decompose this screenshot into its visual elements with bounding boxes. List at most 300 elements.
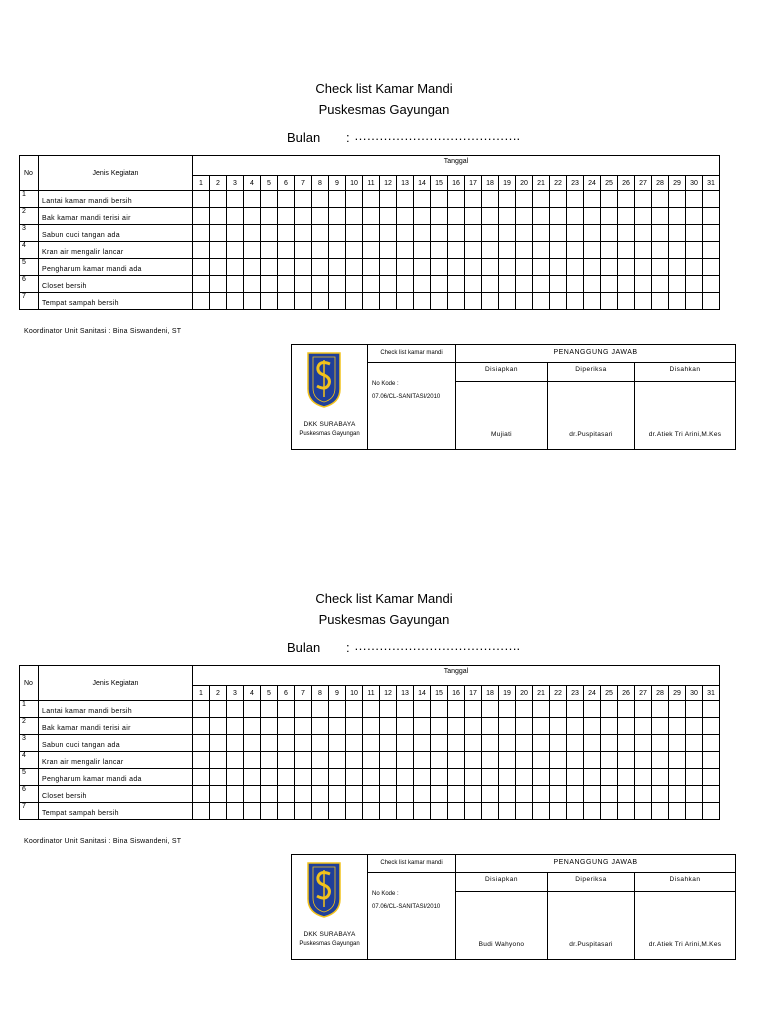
check-cell[interactable] [618,786,635,803]
check-cell[interactable] [686,735,703,752]
check-cell[interactable] [431,752,448,769]
check-cell[interactable] [261,208,278,225]
check-cell[interactable] [550,293,567,310]
check-cell[interactable] [567,718,584,735]
check-cell[interactable] [652,769,669,786]
check-cell[interactable] [261,735,278,752]
check-cell[interactable] [482,293,499,310]
check-cell[interactable] [397,208,414,225]
check-cell[interactable] [567,803,584,820]
check-cell[interactable] [482,225,499,242]
check-cell[interactable] [329,786,346,803]
check-cell[interactable] [431,293,448,310]
check-cell[interactable] [380,191,397,208]
check-cell[interactable] [193,786,210,803]
check-cell[interactable] [703,803,720,820]
check-cell[interactable] [686,701,703,718]
check-cell[interactable] [703,769,720,786]
check-cell[interactable] [584,191,601,208]
check-cell[interactable] [312,735,329,752]
check-cell[interactable] [295,769,312,786]
check-cell[interactable] [210,191,227,208]
check-cell[interactable] [448,276,465,293]
check-cell[interactable] [448,718,465,735]
check-cell[interactable] [227,752,244,769]
check-cell[interactable] [601,752,618,769]
check-cell[interactable] [363,803,380,820]
check-cell[interactable] [618,752,635,769]
check-cell[interactable] [397,752,414,769]
check-cell[interactable] [363,769,380,786]
check-cell[interactable] [380,276,397,293]
check-cell[interactable] [261,191,278,208]
check-cell[interactable] [652,259,669,276]
check-cell[interactable] [295,735,312,752]
check-cell[interactable] [431,769,448,786]
check-cell[interactable] [465,225,482,242]
check-cell[interactable] [499,191,516,208]
check-cell[interactable] [346,701,363,718]
check-cell[interactable] [482,191,499,208]
check-cell[interactable] [261,293,278,310]
check-cell[interactable] [414,701,431,718]
check-cell[interactable] [465,769,482,786]
check-cell[interactable] [363,276,380,293]
check-cell[interactable] [380,769,397,786]
check-cell[interactable] [278,769,295,786]
check-cell[interactable] [652,701,669,718]
check-cell[interactable] [584,803,601,820]
check-cell[interactable] [482,718,499,735]
check-cell[interactable] [669,208,686,225]
check-cell[interactable] [397,718,414,735]
check-cell[interactable] [567,701,584,718]
check-cell[interactable] [618,769,635,786]
check-cell[interactable] [652,786,669,803]
check-cell[interactable] [703,701,720,718]
check-cell[interactable] [652,191,669,208]
check-cell[interactable] [567,752,584,769]
check-cell[interactable] [635,735,652,752]
check-cell[interactable] [550,259,567,276]
check-cell[interactable] [533,293,550,310]
check-cell[interactable] [329,208,346,225]
check-cell[interactable] [312,752,329,769]
check-cell[interactable] [380,718,397,735]
check-cell[interactable] [193,242,210,259]
check-cell[interactable] [397,293,414,310]
check-cell[interactable] [312,276,329,293]
check-cell[interactable] [261,786,278,803]
check-cell[interactable] [550,701,567,718]
check-cell[interactable] [244,293,261,310]
check-cell[interactable] [567,786,584,803]
check-cell[interactable] [686,191,703,208]
check-cell[interactable] [193,225,210,242]
check-cell[interactable] [584,701,601,718]
check-cell[interactable] [363,259,380,276]
check-cell[interactable] [465,259,482,276]
check-cell[interactable] [533,208,550,225]
check-cell[interactable] [312,701,329,718]
check-cell[interactable] [686,786,703,803]
check-cell[interactable] [295,701,312,718]
check-cell[interactable] [414,293,431,310]
check-cell[interactable] [414,259,431,276]
check-cell[interactable] [703,752,720,769]
check-cell[interactable] [329,293,346,310]
check-cell[interactable] [686,208,703,225]
check-cell[interactable] [533,242,550,259]
check-cell[interactable] [652,735,669,752]
check-cell[interactable] [380,803,397,820]
check-cell[interactable] [244,752,261,769]
check-cell[interactable] [244,701,261,718]
check-cell[interactable] [261,718,278,735]
check-cell[interactable] [516,701,533,718]
check-cell[interactable] [686,259,703,276]
check-cell[interactable] [210,242,227,259]
check-cell[interactable] [210,701,227,718]
check-cell[interactable] [482,786,499,803]
check-cell[interactable] [210,769,227,786]
check-cell[interactable] [193,718,210,735]
check-cell[interactable] [635,242,652,259]
check-cell[interactable] [669,191,686,208]
check-cell[interactable] [499,735,516,752]
check-cell[interactable] [210,225,227,242]
check-cell[interactable] [618,208,635,225]
check-cell[interactable] [227,225,244,242]
check-cell[interactable] [635,701,652,718]
check-cell[interactable] [669,769,686,786]
check-cell[interactable] [618,259,635,276]
check-cell[interactable] [397,803,414,820]
check-cell[interactable] [261,769,278,786]
check-cell[interactable] [227,803,244,820]
check-cell[interactable] [635,293,652,310]
check-cell[interactable] [482,803,499,820]
check-cell[interactable] [397,735,414,752]
check-cell[interactable] [533,276,550,293]
check-cell[interactable] [516,752,533,769]
check-cell[interactable] [516,242,533,259]
check-cell[interactable] [227,259,244,276]
check-cell[interactable] [482,752,499,769]
check-cell[interactable] [312,191,329,208]
check-cell[interactable] [584,259,601,276]
check-cell[interactable] [601,293,618,310]
check-cell[interactable] [618,803,635,820]
check-cell[interactable] [397,191,414,208]
check-cell[interactable] [278,786,295,803]
check-cell[interactable] [380,701,397,718]
check-cell[interactable] [397,259,414,276]
check-cell[interactable] [533,259,550,276]
check-cell[interactable] [465,293,482,310]
check-cell[interactable] [448,803,465,820]
check-cell[interactable] [584,293,601,310]
check-cell[interactable] [278,701,295,718]
check-cell[interactable] [635,769,652,786]
check-cell[interactable] [193,293,210,310]
check-cell[interactable] [516,769,533,786]
check-cell[interactable] [295,752,312,769]
check-cell[interactable] [635,803,652,820]
check-cell[interactable] [414,242,431,259]
check-cell[interactable] [618,293,635,310]
check-cell[interactable] [686,718,703,735]
check-cell[interactable] [499,276,516,293]
check-cell[interactable] [312,208,329,225]
check-cell[interactable] [244,225,261,242]
check-cell[interactable] [499,293,516,310]
check-cell[interactable] [499,208,516,225]
check-cell[interactable] [295,276,312,293]
check-cell[interactable] [533,718,550,735]
check-cell[interactable] [652,208,669,225]
check-cell[interactable] [601,769,618,786]
check-cell[interactable] [652,242,669,259]
check-cell[interactable] [584,225,601,242]
check-cell[interactable] [686,276,703,293]
check-cell[interactable] [295,786,312,803]
check-cell[interactable] [635,225,652,242]
check-cell[interactable] [652,293,669,310]
check-cell[interactable] [601,259,618,276]
check-cell[interactable] [329,191,346,208]
check-cell[interactable] [363,786,380,803]
check-cell[interactable] [482,276,499,293]
check-cell[interactable] [465,191,482,208]
check-cell[interactable] [278,293,295,310]
check-cell[interactable] [652,752,669,769]
check-cell[interactable] [516,293,533,310]
check-cell[interactable] [703,293,720,310]
check-cell[interactable] [312,718,329,735]
check-cell[interactable] [244,242,261,259]
check-cell[interactable] [465,735,482,752]
check-cell[interactable] [601,242,618,259]
check-cell[interactable] [295,718,312,735]
check-cell[interactable] [346,208,363,225]
check-cell[interactable] [346,242,363,259]
check-cell[interactable] [329,735,346,752]
check-cell[interactable] [652,718,669,735]
check-cell[interactable] [295,293,312,310]
check-cell[interactable] [414,803,431,820]
check-cell[interactable] [329,242,346,259]
check-cell[interactable] [635,718,652,735]
check-cell[interactable] [601,803,618,820]
check-cell[interactable] [431,208,448,225]
check-cell[interactable] [380,259,397,276]
check-cell[interactable] [669,242,686,259]
check-cell[interactable] [499,769,516,786]
check-cell[interactable] [278,803,295,820]
check-cell[interactable] [618,276,635,293]
check-cell[interactable] [686,752,703,769]
check-cell[interactable] [244,191,261,208]
check-cell[interactable] [295,225,312,242]
check-cell[interactable] [584,276,601,293]
check-cell[interactable] [584,769,601,786]
check-cell[interactable] [244,259,261,276]
check-cell[interactable] [261,276,278,293]
check-cell[interactable] [346,735,363,752]
check-cell[interactable] [584,718,601,735]
check-cell[interactable] [244,769,261,786]
check-cell[interactable] [210,276,227,293]
check-cell[interactable] [414,191,431,208]
check-cell[interactable] [210,293,227,310]
check-cell[interactable] [550,769,567,786]
check-cell[interactable] [261,752,278,769]
check-cell[interactable] [465,276,482,293]
check-cell[interactable] [567,276,584,293]
check-cell[interactable] [346,718,363,735]
check-cell[interactable] [465,786,482,803]
check-cell[interactable] [414,718,431,735]
check-cell[interactable] [465,803,482,820]
check-cell[interactable] [567,225,584,242]
check-cell[interactable] [618,191,635,208]
check-cell[interactable] [414,752,431,769]
check-cell[interactable] [601,191,618,208]
check-cell[interactable] [652,225,669,242]
check-cell[interactable] [227,786,244,803]
check-cell[interactable] [533,803,550,820]
check-cell[interactable] [686,293,703,310]
check-cell[interactable] [533,191,550,208]
check-cell[interactable] [550,191,567,208]
check-cell[interactable] [669,225,686,242]
check-cell[interactable] [550,208,567,225]
check-cell[interactable] [414,769,431,786]
check-cell[interactable] [703,786,720,803]
check-cell[interactable] [397,225,414,242]
check-cell[interactable] [448,191,465,208]
check-cell[interactable] [363,718,380,735]
check-cell[interactable] [244,718,261,735]
check-cell[interactable] [686,769,703,786]
check-cell[interactable] [669,786,686,803]
check-cell[interactable] [533,225,550,242]
check-cell[interactable] [278,276,295,293]
check-cell[interactable] [465,242,482,259]
check-cell[interactable] [380,225,397,242]
check-cell[interactable] [652,276,669,293]
check-cell[interactable] [193,701,210,718]
check-cell[interactable] [414,276,431,293]
check-cell[interactable] [261,225,278,242]
check-cell[interactable] [278,225,295,242]
check-cell[interactable] [363,701,380,718]
check-cell[interactable] [584,735,601,752]
check-cell[interactable] [635,276,652,293]
check-cell[interactable] [431,242,448,259]
check-cell[interactable] [312,293,329,310]
check-cell[interactable] [329,259,346,276]
check-cell[interactable] [312,242,329,259]
check-cell[interactable] [312,769,329,786]
check-cell[interactable] [448,769,465,786]
check-cell[interactable] [431,786,448,803]
check-cell[interactable] [448,752,465,769]
check-cell[interactable] [669,735,686,752]
check-cell[interactable] [652,803,669,820]
check-cell[interactable] [465,718,482,735]
check-cell[interactable] [244,276,261,293]
check-cell[interactable] [635,208,652,225]
check-cell[interactable] [346,786,363,803]
check-cell[interactable] [635,259,652,276]
check-cell[interactable] [516,276,533,293]
check-cell[interactable] [397,276,414,293]
check-cell[interactable] [329,752,346,769]
check-cell[interactable] [635,752,652,769]
check-cell[interactable] [363,752,380,769]
check-cell[interactable] [329,769,346,786]
check-cell[interactable] [363,242,380,259]
check-cell[interactable] [346,803,363,820]
check-cell[interactable] [295,259,312,276]
check-cell[interactable] [618,242,635,259]
check-cell[interactable] [431,191,448,208]
check-cell[interactable] [261,259,278,276]
check-cell[interactable] [227,718,244,735]
check-cell[interactable] [448,701,465,718]
check-cell[interactable] [516,803,533,820]
check-cell[interactable] [193,735,210,752]
check-cell[interactable] [278,191,295,208]
check-cell[interactable] [618,225,635,242]
check-cell[interactable] [193,769,210,786]
check-cell[interactable] [482,735,499,752]
check-cell[interactable] [703,259,720,276]
check-cell[interactable] [210,752,227,769]
check-cell[interactable] [567,293,584,310]
check-cell[interactable] [635,191,652,208]
check-cell[interactable] [686,803,703,820]
check-cell[interactable] [380,208,397,225]
check-cell[interactable] [669,701,686,718]
check-cell[interactable] [346,259,363,276]
check-cell[interactable] [516,786,533,803]
check-cell[interactable] [346,293,363,310]
check-cell[interactable] [346,276,363,293]
check-cell[interactable] [295,803,312,820]
check-cell[interactable] [210,259,227,276]
check-cell[interactable] [261,803,278,820]
check-cell[interactable] [618,701,635,718]
check-cell[interactable] [431,803,448,820]
check-cell[interactable] [499,242,516,259]
check-cell[interactable] [346,752,363,769]
check-cell[interactable] [601,208,618,225]
check-cell[interactable] [482,769,499,786]
check-cell[interactable] [567,259,584,276]
check-cell[interactable] [261,701,278,718]
check-cell[interactable] [584,786,601,803]
check-cell[interactable] [703,718,720,735]
check-cell[interactable] [516,718,533,735]
check-cell[interactable] [669,276,686,293]
check-cell[interactable] [210,786,227,803]
check-cell[interactable] [346,191,363,208]
check-cell[interactable] [567,191,584,208]
check-cell[interactable] [618,718,635,735]
